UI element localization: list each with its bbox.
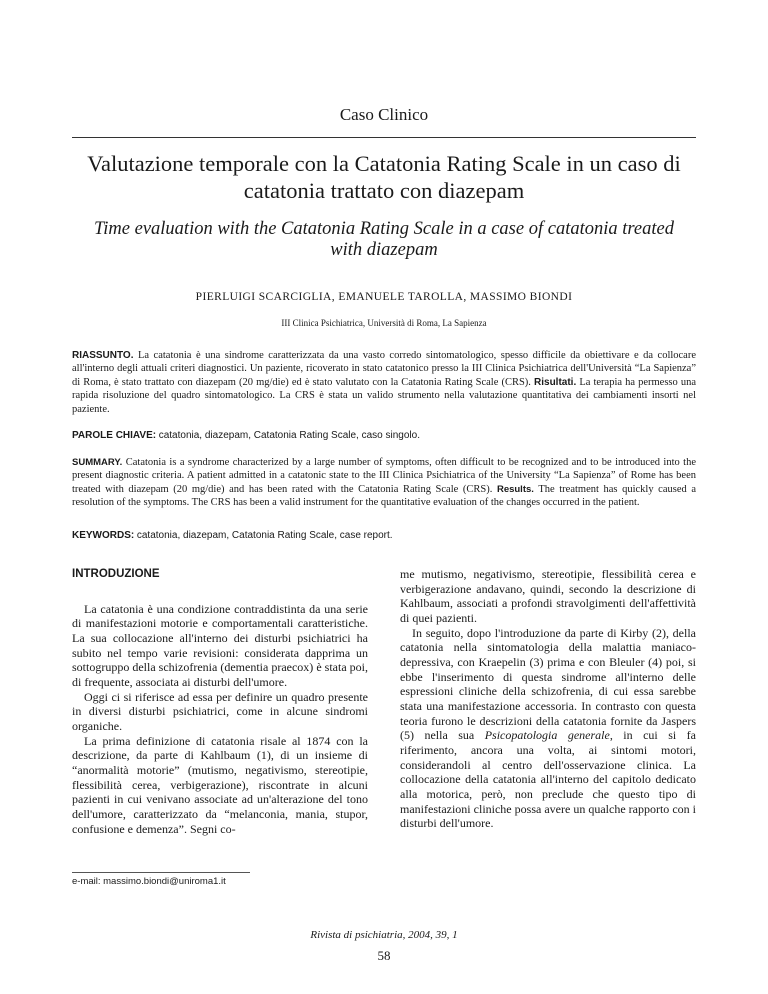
abstract-label: RIASSUNTO.	[72, 350, 134, 361]
article-title-english: Time evaluation with the Catatonia Rating Scale in a case of catatonia treated with diazepam	[94, 219, 674, 260]
results-label: Results.	[496, 483, 534, 495]
body-column-left	[72, 567, 368, 836]
body-paragraph: La catatonia è una condizione contraddistinta da una serie di manifestazioni motorie e comportamentali caratteristiche. La sua collocazione all'interno dei disturbi psichiatrici ha subito nel tempo varie revisioni: considerata dapprima un sottogruppo della schizofrenia (dementia praecox) è stata poi, di frequente, associata ai disturbi dell'umore.	[72, 601, 368, 689]
page-number: 58	[377, 948, 391, 963]
paragraph-text: , in cui si fa riferimento, ancora una volta, ai sintomi motori, considerandoli al centro dell'osservazione clinica. La collocazione della catatonia all'interno del capitolo dedicato alla motorica, però, non preclude che questo tipo di manifestazioni cliniche possa avere un qualche rapporto con i disturbi dell'umore.	[400, 728, 696, 831]
abstract-italian	[72, 349, 696, 416]
keywords-text: catatonia, diazepam, Catatonia Rating Scale, case report.	[136, 530, 393, 541]
contact-email: e-mail: massimo.biondi@uniroma1.it	[72, 876, 226, 887]
book-title: Psicopatologia generale	[484, 728, 610, 743]
author-list: PIERLUIGI SCARCIGLIA, EMANUELE TAROLLA, MASSIMO BIONDI	[195, 291, 573, 303]
keywords-italian	[72, 429, 696, 442]
footnote-divider	[72, 872, 250, 873]
keywords-text: catatonia, diazepam, Catatonia Rating Scale, caso singolo.	[158, 430, 420, 441]
article-title-italian: Valutazione temporale con la Catatonia Rating Scale in un caso di catatonia trattato con diazepam	[87, 151, 681, 203]
body-paragraph: La prima definizione di catatonia risale al 1874 con la descrizione, da parte di Kahlbaum (1), di un insieme di “anormalità motorie” (mutismo, negativismo, stereotipie, flessibilità cerea, verbigerazione), riscontrate in alcuni pazienti in cui venivano associate ad un'alterazione del tono dell'umore, caratterizzato da “melanconia, mania, stupor, confusione e demenza”. Segni co-	[72, 733, 368, 836]
keywords-label: PAROLE CHIAVE:	[72, 430, 157, 441]
section-heading: INTRODUZIONE	[72, 568, 160, 580]
section-label: Caso Clinico	[339, 105, 429, 124]
results-text: The treatment has quickly caused a resolution of the symptoms. The CRS has been a valid instrument for the quantitative evaluation of the changes occurred in the patient.	[72, 483, 696, 509]
keywords-label: KEYWORDS:	[72, 530, 135, 541]
body-paragraph	[400, 626, 696, 831]
affiliation: III Clinica Psichiatrica, Università di Roma, La Sapienza	[281, 318, 487, 328]
abstract-text: La catatonia è una sindrome caratterizzata da una vasto corredo sintomatologico, spesso difficile da obiettivare e da collocare all'interno degli attuali criteri diagnostici. Un paziente, ricoverato in stato catatonico presso la III Clinica Psichiatrica dell'Università “La Sapienza” di Roma, è stato trattato con diazepam (20 mg/die) ed è stato valutato con la Catatonia Rating Scale (CRS).	[72, 350, 697, 388]
results-label: Risultati.	[534, 376, 577, 388]
keywords-english	[72, 529, 696, 542]
body-paragraph: me mutismo, negativismo, stereotipie, flessibilità cerea e verbigerazione andavano, quindi, secondo la descrizione di Kahlbaum, associati a profondi stravolgimenti dell'affettività di quei pazienti.	[400, 567, 696, 625]
section-divider	[72, 137, 696, 138]
summary-label: SUMMARY.	[72, 457, 123, 468]
summary-text: Catatonia is a syndrome characterized by a large number of symptoms, often difficult to be recognized and to be introduced into the present diagnostic criteria. A patient admitted in a catatonic state to the III Clinica Psichiatrica of the University “La Sapienza” of Rome has been treated with diazepam (20 mg/die) and has been rated with the Catatonia Rating Scale (CRS).	[72, 457, 696, 495]
body-paragraph: Oggi ci si riferisce ad essa per definire un quadro presente in diversi disturbi psichiatrici, come in alcune sindromi organiche.	[72, 689, 368, 733]
paragraph-text: In seguito, dopo l'introduzione da parte di Kirby (2), della catatonia nella sintomatologia della malattia maniaco-depressiva, con Kraepelin (3) prima e con Bleuler (4) poi, si ebbe l'inserimento di questa sindrome all'interno delle espressioni cliniche della schizofrenia, di cui essa sarebbe stata una manifestazione accessoria. In contrasto con questa teoria furono le descrizioni della catatonia fornite da Jaspers (5) nella sua	[400, 625, 696, 743]
results-text: La terapia ha permesso una rapida risoluzione del quadro sintomatologico. La CRS è stata un valido strumento nella valutazione quantitativa dei cambiamenti insorti nel paziente.	[72, 376, 696, 415]
journal-citation: Rivista di psichiatria, 2004, 39, 1	[310, 929, 458, 941]
body-column-right	[400, 567, 696, 831]
abstract-english	[72, 456, 696, 510]
